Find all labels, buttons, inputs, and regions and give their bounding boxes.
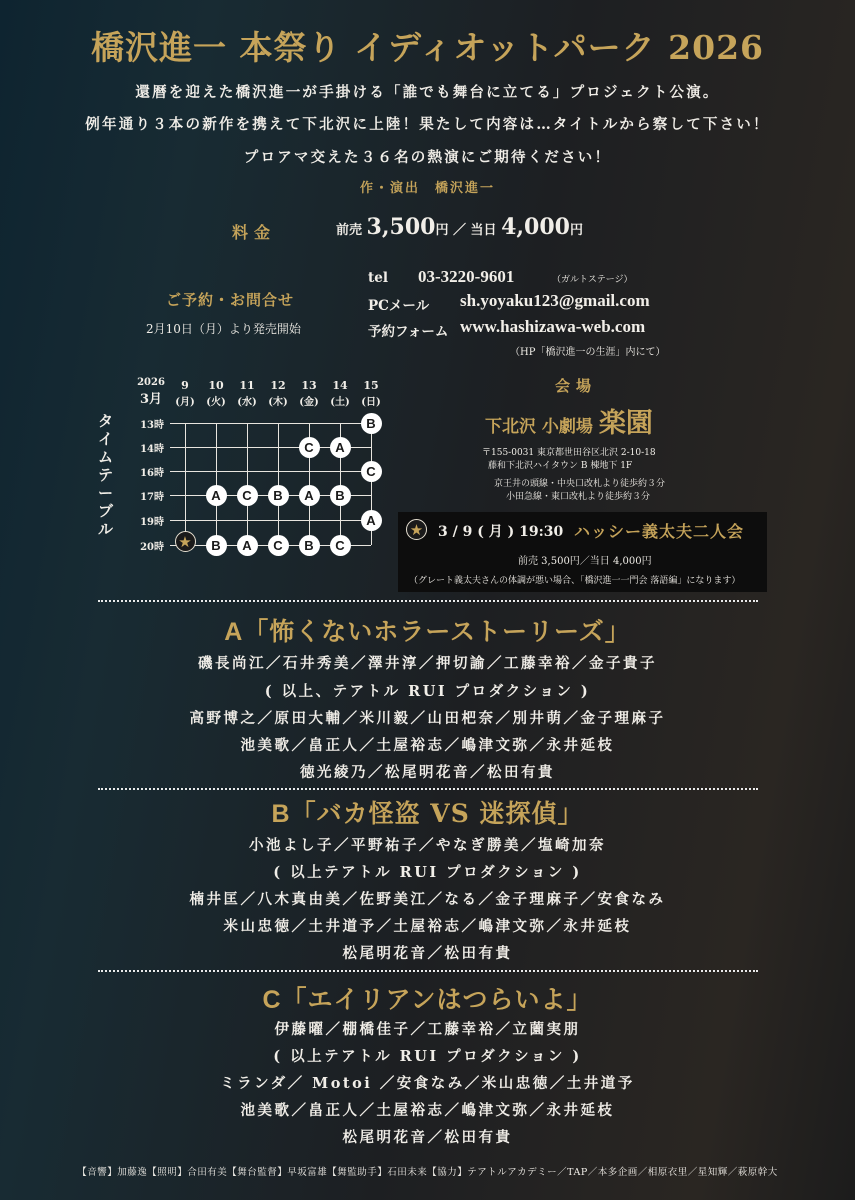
form-label: 予約フォーム: [368, 324, 449, 340]
play-c-title: [0, 980, 855, 1016]
performance-slot[interactable]: B: [206, 535, 227, 556]
play-name: 「エイリアンはつらいよ」: [281, 985, 593, 1014]
day-weekday: (土): [330, 397, 350, 408]
special-title: ハッシー義太夫二人会: [574, 522, 745, 541]
performance-slot[interactable]: A: [361, 510, 382, 531]
advance-price: 3,500: [366, 214, 436, 240]
cast-line: 高野博之／原田大輔／米川毅／山田杷奈／別井萌／金子理麻子: [189, 710, 666, 727]
website-link[interactable]: www.hashizawa-web.com: [460, 317, 646, 336]
yen-unit: 円: [569, 223, 583, 238]
time-label: 17時: [140, 492, 164, 503]
cast-line: 松尾明花音／松田有貴: [342, 1129, 513, 1146]
address-line: 〒155-0031 東京都世田谷区北沢 2-10-18: [482, 448, 656, 458]
credit-line: 作・演出 橋沢進一: [359, 181, 495, 196]
star-icon: ★: [175, 531, 196, 552]
star-icon: ★: [406, 519, 427, 540]
performance-slot[interactable]: C: [299, 437, 320, 458]
performance-slot[interactable]: C: [268, 535, 289, 556]
address-line: 藤和下北沢ハイタウン B 棟地下 1F: [488, 461, 633, 471]
performance-slot[interactable]: A: [206, 485, 227, 506]
cast-line: ミランダ／ Motoi ／安食なみ／米山忠徳／土井道予: [220, 1075, 635, 1092]
intro-line-2: 例年通り３本の新作を携えて下北沢に上陸！果たして内容は…タイトルから察して下さい！: [85, 116, 770, 133]
cast-line: 磯長尚江／石井秀美／澤井淳／押切諭／工藤幸裕／金子貴子: [198, 655, 657, 672]
time-label: 19時: [140, 517, 164, 528]
email-label: PCメール: [368, 298, 430, 314]
timetable-label: タイムテーブル: [98, 412, 114, 538]
day-weekday: (日): [361, 397, 381, 408]
dotted-divider: [98, 788, 758, 790]
venue-title: 会場: [555, 377, 598, 395]
cast-line: ( 以上、テアトル RUI プロダクション ): [264, 683, 591, 700]
venue-address: [482, 447, 656, 473]
venue-hall: 小劇場: [541, 417, 593, 437]
venue-name: [485, 401, 653, 440]
cast-line: 池美歌／畠正人／土屋裕志／嶋津文弥／永井延枝: [240, 1102, 615, 1119]
performance-slot[interactable]: B: [361, 413, 382, 434]
venue-access: [494, 478, 665, 504]
performance-slot[interactable]: C: [330, 535, 351, 556]
cast-line: 伊藤曜／棚橋佳子／工藤幸裕／立薗実朋: [274, 1021, 581, 1038]
price-label: 料金: [232, 223, 277, 242]
special-date: 3 / 9 ( 月 ) 19:30: [438, 524, 564, 540]
advance-label: 前売: [336, 223, 363, 238]
day-weekday: (木): [268, 397, 288, 408]
schedule-year: 2026: [137, 377, 165, 388]
performance-slot[interactable]: B: [268, 485, 289, 506]
day-number: 10: [208, 379, 224, 392]
time-label: 20時: [140, 542, 164, 553]
performance-slot[interactable]: B: [299, 535, 320, 556]
day-weekday: (月): [175, 397, 195, 408]
door-label: 当日: [470, 223, 497, 238]
cast-line: 楠井匡／八木真由美／佐野美江／なる／金子理麻子／安食なみ: [189, 891, 666, 908]
play-name: 「バカ怪盗 VS 迷探偵」: [290, 799, 584, 828]
venue-hall-name: 楽園: [598, 408, 653, 439]
performance-slot[interactable]: A: [299, 485, 320, 506]
day-weekday: (火): [206, 397, 226, 408]
day-number: 11: [239, 379, 255, 392]
performance-slot[interactable]: A: [237, 535, 258, 556]
play-name: 「怖くないホラーストーリーズ」: [243, 617, 631, 646]
cast-line: 米山忠徳／土井道予／土屋裕志／嶋津文弥／永井延枝: [223, 918, 632, 935]
cast-line: 松尾明花音／松田有貴: [342, 945, 513, 962]
contact-title: ご予約・お問合せ: [166, 291, 295, 309]
time-label: 13時: [140, 420, 164, 431]
day-weekday: (金): [299, 397, 319, 408]
access-line: 小田急線・東口改札より徒歩約３分: [506, 492, 651, 502]
play-letter: B: [271, 800, 291, 828]
sale-start: 2月10日（月）より発売開始: [146, 322, 301, 336]
cast-line: 池美歌／畠正人／土屋裕志／嶋津文弥／永井延枝: [240, 737, 615, 754]
cast-line: 小池よし子／平野祐子／やなぎ勝美／塩崎加奈: [249, 837, 606, 854]
staff-credits: 【音響】加藤逸【照明】合田有美【舞台監督】早坂富雄【舞監助手】石田未来【協力】テアトルアカデミー／TAP／本多企画／相原衣里／星知輝／萩原幹大: [77, 1167, 778, 1178]
day-number: 15: [363, 379, 379, 392]
access-line: 京王井の頭線・中央口改札より徒歩約３分: [494, 479, 666, 489]
yen-unit: 円: [435, 223, 449, 238]
day-number: 12: [270, 379, 286, 392]
intro-line-3: プロアマ交えた３６名の熱演にご期待ください！: [243, 149, 612, 166]
performance-slot[interactable]: C: [361, 461, 382, 482]
ticket-price: [336, 214, 583, 240]
grid-column-line: [185, 423, 187, 545]
day-number: 13: [301, 379, 317, 392]
time-label: 14時: [140, 444, 164, 455]
performance-slot[interactable]: C: [237, 485, 258, 506]
play-letter: C: [262, 986, 282, 1014]
cast-line: ( 以上テアトル RUI プロダクション ): [273, 1048, 582, 1065]
special-note: （グレート義太夫さんの体調が悪い場合、「橋沢進一一門会 落語編」になります）: [409, 576, 741, 586]
play-letter: A: [224, 618, 244, 646]
cast-line: 徳光綾乃／松尾明花音／松田有貴: [300, 764, 555, 781]
dotted-divider: [98, 600, 758, 602]
day-weekday: (水): [237, 397, 257, 408]
email-address[interactable]: sh.yoyaku123@gmail.com: [460, 291, 650, 310]
tel-number[interactable]: 03-3220-9601: [418, 267, 515, 286]
play-a-title: [0, 612, 855, 648]
schedule-month: 3月: [139, 392, 163, 407]
door-price: 4,000: [501, 214, 570, 240]
play-b-title: [0, 794, 855, 830]
page-title: 橋沢進一 本祭り イディオットパーク 2026: [90, 28, 765, 67]
tel-note: （ガルトステージ）: [552, 275, 633, 285]
cast-line: ( 以上テアトル RUI プロダクション ): [273, 864, 582, 881]
hp-note: （HP「橋沢進一の生涯」内にて）: [510, 347, 666, 358]
price-separator: ／: [452, 223, 466, 238]
dotted-divider: [98, 970, 758, 972]
tel-label: tel: [368, 270, 388, 286]
venue-area: 下北沢: [485, 417, 536, 437]
performance-slot[interactable]: A: [330, 437, 351, 458]
performance-slot[interactable]: B: [330, 485, 351, 506]
day-number: 14: [332, 379, 348, 392]
intro-line-1: 還暦を迎えた橋沢進一が手掛ける「誰でも舞台に立てる」プロジェクト公演。: [135, 84, 720, 101]
day-number: 9: [181, 379, 189, 392]
time-label: 16時: [140, 468, 164, 479]
special-price: 前売 3,500円／当日 4,000円: [518, 556, 652, 567]
